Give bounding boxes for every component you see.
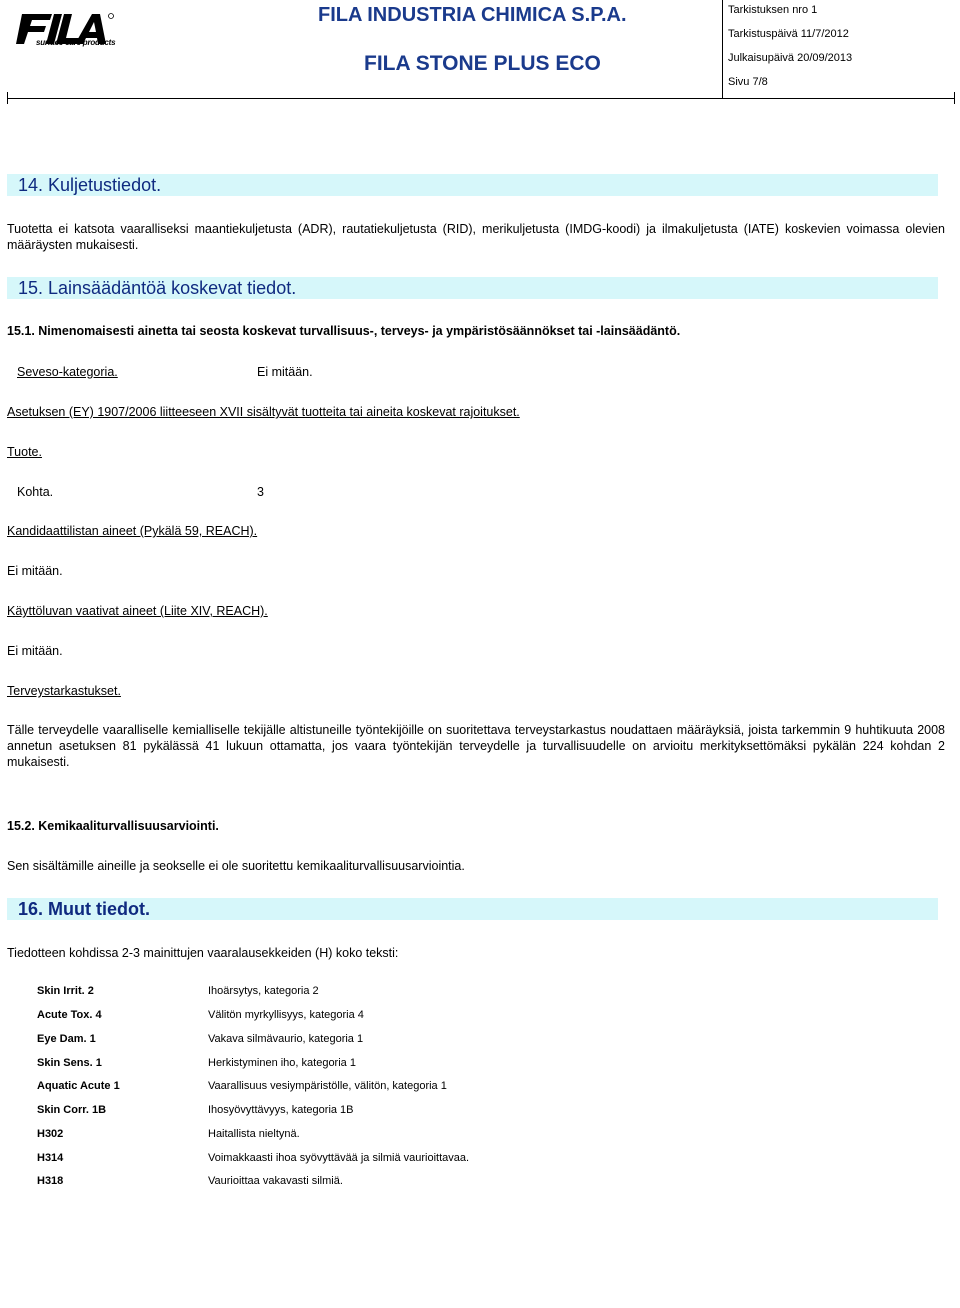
hazard-code: Aquatic Acute 1 — [37, 1080, 120, 1092]
hazard-code: H302 — [37, 1128, 64, 1140]
health-text: Tälle terveydelle vaaralliselle kemialliselle tekijälle altistuneille työntekijöille on suoritettava terveystarkastus noudattaen määräyksiä, joista tarkemmin 9 huhtikuuta 2008 annetun asetuksen 81 pykälässä 41 lukuun ottamatta, jos vaara työntekijän terveydelle ja turvallisuudelle on arvioitu merkityksettömäksi pykälän 224 kohdan 2 mukaisesti. — [7, 723, 945, 769]
hazard-code: H318 — [37, 1175, 64, 1187]
authorisation-heading: Käyttöluvan vaativat aineet (Liite XIV, REACH). — [7, 604, 268, 618]
restrictions-heading: Asetuksen (EY) 1907/2006 liitteeseen XVII sisältyvät tuotteita tai aineita koskevat rajoitukset. — [7, 405, 520, 419]
point-value: 3 — [257, 485, 264, 499]
hazard-code: Skin Corr. 1B — [37, 1104, 107, 1116]
point-label: Kohta. — [17, 485, 54, 499]
header-divider — [722, 0, 723, 98]
candidate-heading: Kandidaattilistan aineet (Pykälä 59, REACH). — [7, 524, 258, 538]
hazard-desc: Herkistyminen iho, kategoria 1 — [208, 1057, 356, 1069]
hazard-desc: Ihosyövyttävyys, kategoria 1B — [208, 1104, 354, 1116]
revision-date: Tarkistuspäivä 11/7/2012 — [728, 28, 849, 40]
section-15-1-heading: 15.1. Nimenomaisesti ainetta tai seosta koskevat turvallisuus-, terveys- ja ympäristösäännökset tai -lainsäädäntö. — [7, 324, 681, 338]
revision-number: Tarkistuksen nro 1 — [728, 4, 818, 16]
hazard-code: H314 — [37, 1152, 64, 1164]
health-heading: Terveystarkastukset. — [7, 684, 121, 698]
section-16-intro: Tiedotteen kohdissa 2-3 mainittujen vaaralausekkeiden (H) koko teksti: — [7, 946, 399, 960]
hazard-desc: Vaarallisuus vesiympäristölle, välitön, kategoria 1 — [208, 1080, 447, 1092]
product-name: FILA STONE PLUS ECO — [364, 52, 601, 75]
header-tick-right — [954, 92, 955, 104]
hazard-code: Eye Dam. 1 — [37, 1033, 96, 1045]
header-tick-left — [7, 92, 8, 104]
fila-logo — [14, 10, 124, 54]
header-rule — [7, 98, 955, 99]
hazard-desc: Voimakkaasti ihoa syövyttävää ja silmiä vaurioittavaa. — [208, 1152, 470, 1164]
section-16-title: 16. Muut tiedot. — [18, 899, 150, 919]
seveso-value: Ei mitään. — [257, 365, 313, 379]
candidate-value: Ei mitään. — [7, 564, 63, 578]
logo-tagline: surface care products — [36, 38, 116, 47]
hazard-code: Skin Sens. 1 — [37, 1057, 102, 1069]
company-name: FILA INDUSTRIA CHIMICA S.P.A. — [318, 4, 627, 26]
page-number: Sivu 7/8 — [728, 76, 768, 88]
hazard-desc: Välitön myrkyllisyys, kategoria 4 — [208, 1009, 364, 1021]
section-15-title: 15. Lainsäädäntöä koskevat tiedot. — [18, 278, 297, 298]
hazard-desc: Ihoärsytys, kategoria 2 — [208, 985, 319, 997]
hazard-desc: Vakava silmävaurio, kategoria 1 — [208, 1033, 364, 1045]
hazard-desc: Vaurioittaa vakavasti silmiä. — [208, 1175, 343, 1187]
section-14-title: 14. Kuljetustiedot. — [18, 175, 162, 195]
section-15-2-text: Sen sisältämille aineille ja seokselle ei ole suoritettu kemikaaliturvallisuusarviointia. — [7, 859, 465, 873]
section-16-band — [7, 898, 938, 920]
section-14-text: Tuotetta ei katsota vaaralliseksi maantiekuljetusta (ADR), rautatiekuljetusta (RID), merikuljetusta (IMDG-koodi) ja ilmakuljetusta (IATE) koskevien voimassa olevien määräysten mukaisesti. — [7, 222, 945, 252]
fila-logo-icon — [14, 10, 124, 54]
hazard-code: Skin Irrit. 2 — [37, 985, 94, 997]
hazard-code: Acute Tox. 4 — [37, 1009, 102, 1021]
authorisation-value: Ei mitään. — [7, 644, 63, 658]
section-14-band — [7, 174, 938, 196]
product-label: Tuote. — [7, 445, 42, 459]
seveso-label: Seveso-kategoria. — [17, 365, 118, 379]
section-15-2-heading: 15.2. Kemikaaliturvallisuusarviointi. — [7, 819, 219, 833]
section-15-band — [7, 277, 938, 299]
publish-date: Julkaisupäivä 20/09/2013 — [728, 52, 853, 64]
hazard-desc: Haitallista nieltynä. — [208, 1128, 300, 1140]
